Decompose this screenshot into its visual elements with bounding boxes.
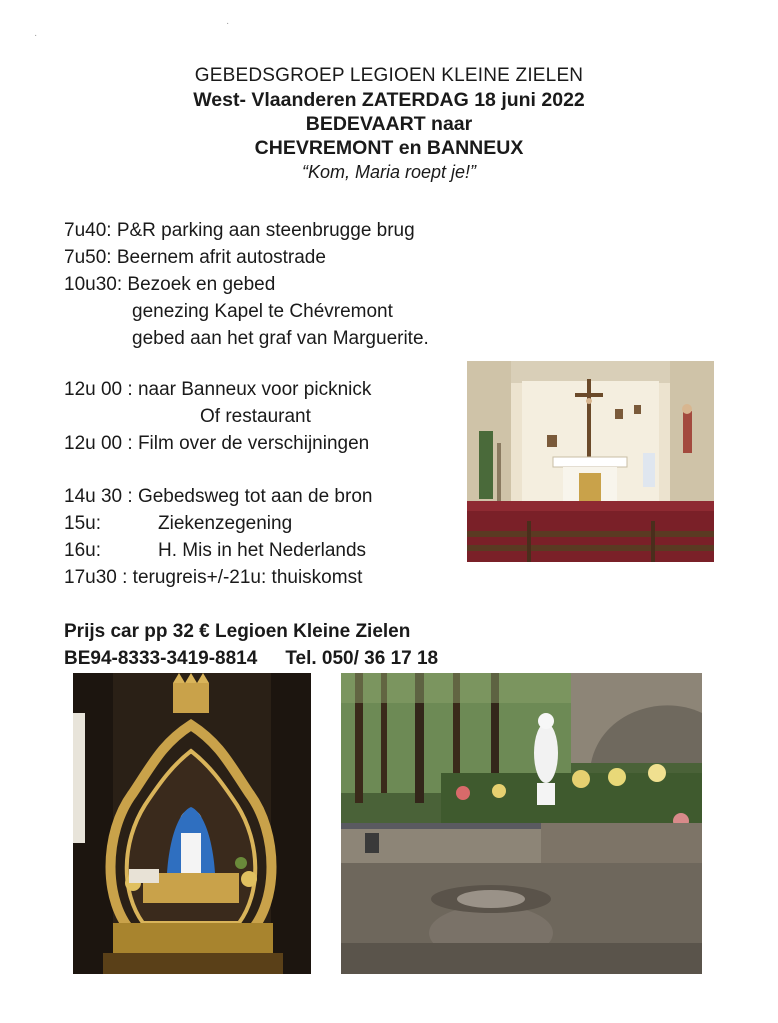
payment-line (64, 645, 438, 672)
schedule-midday (64, 376, 371, 457)
flyer-header (0, 64, 778, 184)
pricing-block (64, 618, 438, 672)
schedule-time: 16u: (64, 540, 101, 561)
schedule-line: 7u50: Beernem afrit autostrade (64, 247, 326, 268)
banneux-spring-shrine-photo (341, 673, 702, 974)
schedule-line: 7u40: P&R parking aan steenbrugge brug (64, 220, 415, 241)
schedule-time: 15u: (64, 513, 101, 534)
schedule-activity: Ziekenzegening (158, 513, 293, 534)
schedule-line: gebed aan het graf van Marguerite. (132, 328, 429, 349)
chapel-interior-photo (467, 361, 714, 562)
schedule-line: 10u30: Bezoek en gebed (64, 274, 276, 295)
scan-speck: · (34, 30, 38, 41)
schedule-line (64, 510, 372, 537)
header-destinations: CHEVREMONT en BANNEUX (254, 137, 524, 159)
header-motto: “Kom, Maria roept je!” (301, 162, 477, 182)
schedule-line: 12u 00 : naar Banneux voor picknick (64, 379, 372, 400)
schedule-line: 17u30 : terugreis+/-21u: thuiskomst (64, 567, 363, 588)
schedule-activity: H. Mis in het Nederlands (158, 540, 367, 561)
price-line: Prijs car pp 32 € Legioen Kleine Zielen (64, 621, 411, 642)
schedule-morning (64, 217, 429, 352)
schedule-line (64, 537, 372, 564)
header-pilgrimage: BEDEVAART naar (305, 113, 473, 135)
bank-account: BE94-8333-3419-8814 (64, 648, 258, 669)
schedule-line: 12u 00 : Film over de verschijningen (64, 433, 370, 454)
schedule-afternoon (64, 483, 372, 591)
scan-speck: · (226, 18, 230, 29)
schedule-line: Of restaurant (200, 406, 311, 427)
header-region-date: West- Vlaanderen ZATERDAG 18 juni 2022 (193, 89, 585, 111)
schedule-line: 14u 30 : Gebedsweg tot aan de bron (64, 486, 373, 507)
madonna-statue-photo (73, 673, 311, 974)
phone-number: Tel. 050/ 36 17 18 (285, 648, 439, 669)
header-organisation: GEBEDSGROEP LEGIOEN KLEINE ZIELEN (194, 65, 584, 86)
schedule-line: genezing Kapel te Chévremont (132, 301, 393, 322)
